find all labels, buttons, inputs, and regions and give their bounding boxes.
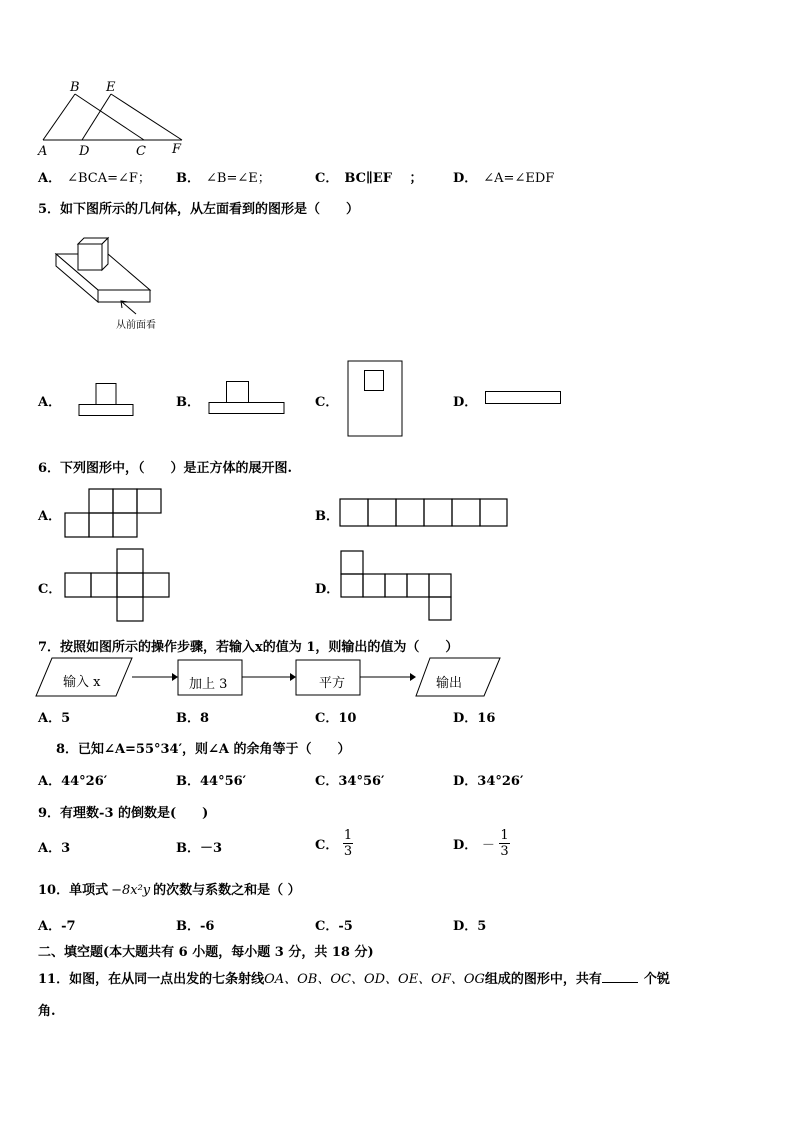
side-ab <box>43 94 75 140</box>
q9-option-b[interactable]: B．－3 <box>176 841 223 856</box>
q5-figure-d <box>484 391 564 407</box>
q5-option-b[interactable]: B． <box>176 395 200 410</box>
q6-net-a <box>64 488 168 542</box>
q6-net-d <box>340 550 456 622</box>
q4-option-a[interactable]: A． ∠BCA=∠F； <box>38 171 151 186</box>
q7-option-b[interactable]: B．8 <box>176 711 210 726</box>
fraction-neg-one-third: $\frac{1}{3}$ <box>500 828 509 859</box>
q8-option-c[interactable]: C．34°56′ <box>315 774 385 789</box>
flow-add: 加上 3 <box>189 677 228 692</box>
q5-figure-b <box>208 381 288 417</box>
q9-stem: 9．有理数-3 的倒数是( ) <box>38 806 209 821</box>
monomial-expression: −8x²y <box>111 883 151 898</box>
q6-option-b[interactable]: B． <box>315 509 339 524</box>
q7-option-a[interactable]: A．5 <box>38 711 71 726</box>
label-e: E <box>106 80 116 95</box>
rays-list: OA、OB、OC、OD、OE、OF、OG <box>264 972 485 987</box>
q5-option-a[interactable]: A． <box>38 395 62 410</box>
q9-option-d[interactable]: D． － $\frac{1}{3}$ <box>453 828 509 859</box>
q10-stem: 10．单项式 −8x²y 的次数与系数之和是（ ） <box>38 883 301 898</box>
side-de <box>82 94 111 140</box>
label-c: C <box>136 144 146 159</box>
fraction-one-third: $\frac{1}{3}$ <box>343 828 353 859</box>
q6-stem: 6．下列图形中，（ ）是正方体的展开图. <box>38 461 293 476</box>
q6-net-b <box>339 498 511 530</box>
view-label: 从前面看 <box>116 320 156 331</box>
solid-figure <box>50 232 160 312</box>
q11-stem: 11．如图，在从同一点出发的七条射线OA、OB、OC、OD、OE、OF、OG组成的图形中，共有 个锐 <box>38 972 670 987</box>
label-a: A <box>38 144 48 159</box>
label-d: D <box>79 144 90 159</box>
q9-option-c[interactable]: C． $\frac{1}{3}$ <box>315 828 353 859</box>
label-b: B <box>70 80 80 95</box>
q6-option-d[interactable]: D． <box>315 582 340 597</box>
flow-output: 输出 <box>436 676 463 691</box>
q10-option-c[interactable]: C．-5 <box>315 919 353 934</box>
q8-stem: 8．已知∠A=55°34′，则∠A 的余角等于（ ） <box>56 742 351 757</box>
flow-square: 平方 <box>319 676 346 691</box>
section-heading: 二、填空题(本大题共有 6 小题，每小题 3 分，共 18 分) <box>38 945 374 960</box>
q8-option-b[interactable]: B．44°56′ <box>176 774 247 789</box>
q4-option-d[interactable]: D． ∠A=∠EDF <box>453 171 555 186</box>
q5-option-d[interactable]: D． <box>453 395 478 410</box>
q4-option-b[interactable]: B． ∠B=∠E； <box>176 171 271 186</box>
q6-option-c[interactable]: C． <box>38 582 62 597</box>
q6-option-a[interactable]: A． <box>38 509 62 524</box>
q4-option-c[interactable]: C． BC∥EF ； <box>315 171 423 186</box>
q11-line2: 角. <box>38 1004 56 1019</box>
q5-stem: 5．如下图所示的几何体，从左面看到的图形是（ ） <box>38 202 360 217</box>
q5-figure-c <box>346 359 406 439</box>
q5-option-c[interactable]: C． <box>315 395 339 410</box>
q7-stem: 7．按照如图所示的操作步骤，若输入x的值为 1，则输出的值为（ ） <box>38 640 459 655</box>
label-f: F <box>172 142 182 157</box>
q10-option-d[interactable]: D．5 <box>453 919 487 934</box>
side-ef <box>111 94 182 140</box>
q8-option-a[interactable]: A．44°26′ <box>38 774 108 789</box>
flow-input: 输入 x <box>63 675 101 690</box>
q7-option-d[interactable]: D．16 <box>453 711 496 726</box>
q10-option-b[interactable]: B．-6 <box>176 919 215 934</box>
answer-blank[interactable] <box>602 970 638 983</box>
q9-option-a[interactable]: A．3 <box>38 841 71 856</box>
side-bc <box>75 94 144 140</box>
q5-figure-a <box>78 383 138 419</box>
q6-net-c <box>64 548 174 624</box>
q7-option-c[interactable]: C．10 <box>315 711 357 726</box>
q8-option-d[interactable]: D．34°26′ <box>453 774 524 789</box>
q10-option-a[interactable]: A．-7 <box>38 919 76 934</box>
